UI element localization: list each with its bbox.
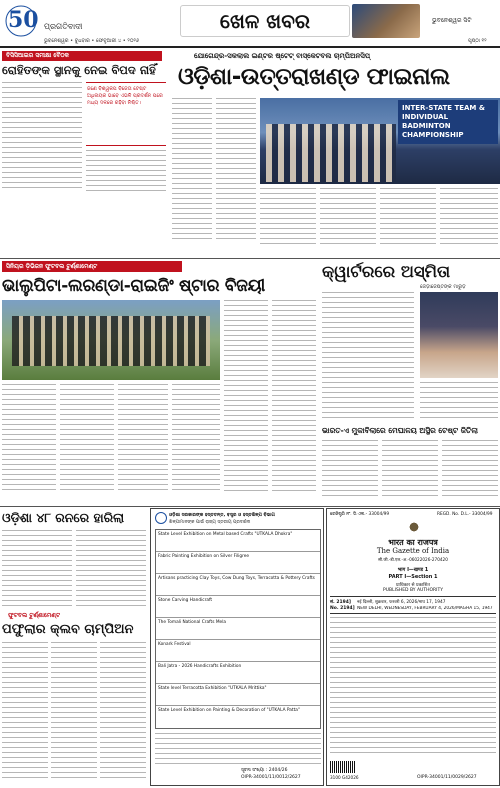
notice-row — [156, 706, 320, 728]
football-col-5 — [224, 300, 268, 492]
notice-row-text: Konark Festival — [158, 642, 191, 647]
left-story-kicker: ବିସିସିଆଇର ସମୀକ୍ଷା ବୈଠକ — [2, 51, 162, 61]
notice-subtitle: ଶିଳ୍ପୀମାନଙ୍କ ପାଇଁ ରାଜ୍ୟ ସ୍ତରୀୟ ପ୍ରଦର୍ଶନୀ — [169, 520, 251, 525]
notice-row-text: Fabric Painting Exhibition on Silver Filigree — [158, 554, 250, 559]
gazette-number: सं. 2194] — [330, 600, 351, 605]
logo-50-badge — [4, 4, 38, 44]
masthead-rule — [0, 46, 500, 48]
gazette-authority-english: PUBLISHED BY AUTHORITY — [383, 588, 443, 593]
masthead — [0, 0, 500, 52]
notice-row-text: State Level Exhibition on Metal based Crafts "UTKALA Dhokra" — [158, 532, 293, 537]
notice-row-text: State level Terracotta Exhibition "UTKALA Mrittika" — [158, 686, 267, 691]
notice-row-text: Artisans practicing Clay Toys, Cow Dung Toys, Terracotta & Pottery Crafts — [158, 576, 315, 581]
gazette-issue-info: सी.जी.-डी.एल.-अ.-06022026-270420 — [378, 557, 448, 562]
main-story-col-4 — [320, 188, 376, 248]
gazette-emblem-icon — [407, 519, 421, 535]
notice-row-text: Bali Jatra - 2026 Handicrafts Exhibition — [158, 664, 242, 669]
fulla-story — [0, 610, 148, 786]
left-story-col-2 — [86, 150, 166, 192]
notice-row — [156, 684, 320, 706]
football-team-row — [12, 316, 210, 366]
quarter-photo — [420, 292, 498, 378]
football-headline: ଭାଲୁପିଟା-ଲରଣ୍ଡା-ରାଇଜିଂ ଷ୍ଟାର ବିଜୟୀ — [2, 276, 266, 296]
main-story-col-2 — [216, 98, 256, 243]
fulla-col-3 — [100, 642, 146, 782]
cricket-col-2 — [382, 440, 438, 498]
fulla-col-1 — [2, 642, 48, 782]
gazette-date-line-english: NEW DELHI, WEDNESDAY, FEBRUARY 4, 2026/MAGHA 15, 1947 — [357, 606, 493, 611]
quote-text: ଜଣେ ବିଶ୍ୱକପ ବିଜେତା ଟେଷ୍ଟ ଅଧିନାୟକ ଭାବେ ଏଭଳି ପ୍ରଦର୍ଶନ ପରେ ମଧ୍ୟ ଦଳରେ ରହିବା ନିଶ୍ଚିତ। — [87, 86, 163, 106]
main-story-col-1 — [172, 98, 212, 243]
football-story — [0, 260, 318, 505]
notice-row-text: The Tomali National Crafts Mela — [158, 620, 227, 625]
main-story-headline: ଓଡ଼ିଶା-ଉତ୍ତରାଖଣ୍ଡ ଫାଇନାଲ — [178, 64, 450, 90]
section-title: ଖେଳ ଖବର — [219, 9, 311, 33]
main-story-photo — [260, 98, 500, 184]
masthead-date-line: ଭୁବନେଶ୍ୱର • ବୁଧବାର • ଫେବୃଆରୀ ୪ • ୨୦୨୬ — [44, 38, 140, 44]
gazette-part: भाग I—खण्ड 1 — [397, 567, 429, 573]
football-col-4 — [172, 384, 220, 492]
notice-body-lines — [155, 733, 321, 765]
notice-row-text: State Level Exhibition on Painting & Decoration of "UTKALA Patta" — [158, 708, 300, 713]
notice-row — [156, 574, 320, 596]
football-kicker: ସିନିୟର ଡ଼ିଭିଜନ ଫୁଟବଲ ଟୁର୍ଣ୍ଣାମେଣ୍ଟ — [2, 261, 182, 272]
quarter-col-1 — [322, 292, 414, 418]
gazette — [326, 508, 500, 786]
football-col-2 — [60, 384, 114, 492]
odisha-loss-col-2 — [76, 530, 146, 606]
notice-row — [156, 640, 320, 662]
section-title-box — [180, 5, 350, 37]
notice-row — [156, 662, 320, 684]
quarter-story — [320, 260, 500, 422]
gazette-register-left: ରେଜିଷ୍ଟ୍ରି ନଂ. ଡି.ଏଲ.- 33004/99 — [330, 512, 390, 517]
gazette-number-english: No. 2194] — [330, 606, 355, 611]
main-story — [172, 50, 500, 255]
notice-emblem-icon — [155, 512, 167, 524]
gazette-title-hindi: भारत का राजपत्र — [388, 538, 438, 547]
cricket-col-3 — [442, 440, 498, 498]
football-col-3 — [118, 384, 168, 492]
football-photo — [2, 300, 220, 380]
main-story-col-5 — [380, 188, 436, 248]
quote-box — [86, 82, 166, 146]
main-story-kicker: ଯୋଗେନ୍ଦ୍ର-ସକଲାଲ ଇଣ୍ଟର ଷ୍ଟେଟ୍ ବାସ୍କେଟବଲ ଚାମ୍ପିଅନସିପ୍ — [194, 52, 371, 60]
notice-footer: ସୂଚନା ସଂଖ୍ୟା : 2404/26 — [241, 768, 288, 773]
odisha-loss-col-1 — [2, 530, 72, 606]
govt-notice — [150, 508, 324, 786]
gazette-title-english: The Gazette of India — [376, 547, 450, 555]
gazette-body-lines — [330, 617, 496, 757]
gazette-barcode-icon — [330, 761, 356, 773]
gazette-barcode-text: 3100 G42026 — [330, 775, 359, 780]
notice-row — [156, 596, 320, 618]
cricket-story — [320, 424, 500, 502]
fulla-headline: ପଫୁଲାର କ୍ଲବ ଚାମ୍ପିଅନ — [2, 622, 134, 637]
odisha-loss-story — [0, 508, 148, 608]
quarter-headline: କ୍ୱାର୍ଟରରେ ଅସ୍ମିତା — [322, 262, 451, 281]
gazette-rule-2 — [330, 613, 496, 614]
gazette-rule — [330, 596, 496, 597]
quarter-col-2 — [420, 382, 498, 418]
left-story-col-1 — [2, 82, 82, 192]
football-col-6 — [272, 300, 316, 492]
logo-number: 50 — [8, 7, 39, 33]
notice-table — [155, 529, 321, 729]
notice-code: OIPR-34001/11/0012/2627 — [241, 775, 301, 780]
gazette-part-english: PART I—Section 1 — [388, 574, 438, 580]
main-story-col-3 — [260, 188, 316, 248]
odisha-loss-headline: ଓଡ଼ିଶା ୪୮ ରନରେ ହାରିଲା — [2, 510, 125, 525]
photo-banner-text: INTER-STATE TEAM & INDIVIDUAL BADMINTON CHAMPIONSHIP — [402, 104, 485, 139]
fulla-kicker: ଫୁଟବଲ ଟୁର୍ଣ୍ଣାମେଣ୍ଟ — [8, 612, 61, 619]
football-col-1 — [2, 384, 56, 492]
notice-row — [156, 530, 320, 552]
gazette-register-right: REGD. No. D.L.- 33004/99 — [437, 512, 493, 517]
left-story — [0, 50, 170, 200]
paper-name: ପ୍ରଗତିବାଦୀ — [44, 22, 83, 31]
players-row — [266, 124, 396, 182]
gazette-footer-code: OIPR-34001/11/0029/2627 — [417, 775, 477, 780]
masthead-city: ଭୁବନେଶ୍ୱର ସିଟି — [432, 17, 472, 24]
main-story-col-6 — [440, 188, 498, 248]
gazette-authority: प्राधिकार से प्रकाशित — [396, 583, 430, 588]
quarter-byline: ଜେଡ଼ାଜେଷ୍ଟଙ୍କ ମାରୁଡ଼ — [420, 284, 466, 290]
section-divider-top — [0, 258, 500, 259]
cricket-col-1 — [322, 440, 378, 498]
masthead-photo — [352, 4, 420, 38]
left-story-headline: ରୋହିତଙ୍କ ସ୍ଥାନକୁ ନେଇ ବିପଦ ନାହିଁ — [2, 63, 156, 77]
notice-title: ଓଡ଼ିଶା ସରକାରଙ୍କ ହସ୍ତତନ୍ତ, ବସ୍ତ୍ର ଓ ହସ୍ତଶିଳ୍ପ ବିଭାଗ — [169, 513, 275, 518]
section-divider-mid — [0, 506, 500, 507]
gazette-date-line: नई दिल्ली, शुक्रवार, फरवरी 6, 2026/माघ 17, 1947 — [357, 600, 446, 605]
notice-row-text: Stone Carving Handicraft — [158, 598, 213, 603]
notice-row — [156, 618, 320, 640]
fulla-col-2 — [51, 642, 97, 782]
cricket-headline: ଭାରତ-ଏ ମୁକାବିଲାରେ ମେଘାଳୟ ଅସ୍ଥିର ଟେଷ୍ଟ ଜିତିଲା — [322, 426, 478, 435]
page-number: ପୃଷ୍ଠା ୧୨ — [468, 38, 487, 44]
notice-row — [156, 552, 320, 574]
